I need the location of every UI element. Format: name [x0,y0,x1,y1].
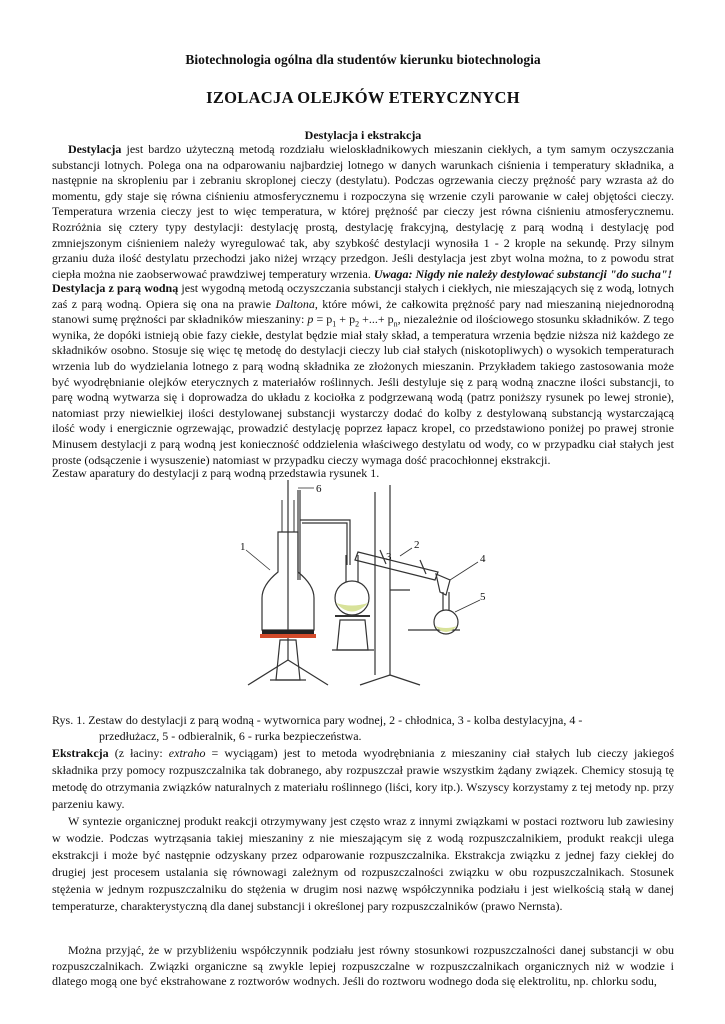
page-title: IZOLACJA OLEJKÓW ETERYCZNYCH [206,88,520,107]
figure-label-4: 4 [480,553,486,565]
distillation-apparatus-figure [240,480,490,690]
formula-part: + p [336,312,356,327]
paragraph-synthesis: W syntezie organicznej produkt reakcji otrzymywany jest często wraz z innymi związkami w postaci roztworu lub zawiesiny w wodzie. Podczas wytrząsania takiej mieszaniny z nie mieszającym się z wodą rozpuszczalnikiem, produkt reakcji ulega ekstrakcji i może być następnie odzyskany przez odparowanie rozpuszczalnika. Ekstrakcja związku z jednej fazy ciekłej do drugiej jest procesem ustalania się równowagi zależnym od rozpuszczalności związku w obu rozpuszczalnikach. Stosunek stężenia w jednym rozpuszczalniku do stężenia w drugim nosi nazwę współczynnika podziału i jest wielkością stałą w danej temperaturze, charakterystyczną dla danej substancji i określonej pary rozpuszczalników (prawo Nernsta). [52,814,674,913]
paragraph-partition: Można przyjąć, że w przybliżeniu współczynnik podziału jest równy stosunkowi rozpuszczalności danej substancji w obu rozpuszczalnikach. Związki organiczne są zwykle lepiej rozpuszczalne w rozpuszczalnikach organicznych niż w wodzie i dlatego mogą one być ekstrahowane z roztworów wodnych. Jeśli do roztworu wodnego doda się elektrolitu, np. chlorku sodu, [52,943,674,989]
term-steam-distillation: Destylacja z parą wodną [52,281,179,295]
paragraph-text: (z łaciny: [108,746,169,760]
term-ekstrakcja: Ekstrakcja [52,746,109,760]
burner-flame [260,634,316,638]
dalton-name: Daltona [275,296,315,311]
paragraph-text: , niezależnie od ilościowego stosunku składników. Z tego wynika, że dopóki istnieją obie fazy ciekłe, destylat będzie miał stały skład, a temperatura wrzenia będzie niższa niż każdego ze składników osobno. Stosuje się więc tę metodę do destylacji cieczy lub ciał stałych (niskotopliwych) o wysokich temperaturach wrzenia lub do wydzielania lotnego z parą wodną składnika ze złożonych mieszanin. Przykładem takiego zastosowania może być wyodrębnianie olejków eterycznych z materiałów roślinnych. Jeśli destyluje się z parą wodną znaczne ilości substancji, to parę wodną wytwarza się i doprowadza do układu z kociołka z podgrzewaną wodą (patrz poniższy rysunek po lewej stronie), natomiast przy niewielkiej ilości destylowanej substancji wystarczy dodać do kolby z destylowaną substancją wystarczającą ilość wody i energicznie ogrzewając, prowadzić destylację poprzez łapacz kropel, co przedstawiono poniżej po prawej stronie Minusem destylacji z parą wodną jest konieczność oddzielenia właściwego destylatu od wody, co w przypadku ciał stałych jest proste (odsączenie i wysuszenie) natomiast w przypadku cieczy wymaga dość pracochłonnej ekstrakcji. [52,312,674,467]
caption-line-2: przedłużacz, 5 - odbieralnik, 6 - rurka bezpieczeństwa. [99,728,362,743]
latin-term: extraho [168,746,206,760]
formula-sub: n [393,319,398,329]
figure-label-1: 1 [240,541,246,553]
paragraph-text: = wyciągam) jest to metoda wyodrębniania z mieszaniny ciał stałych lub cieczy jakiegoś składnika przy pomocy rozpuszczalnika tak dobranego, aby rozpuszczał prawie wszystkim żądany związek. Chemicy stosują tę metodę do otrzymania związków naturalnych z materiału roślinnego (liści, kory itp.). Wszyscy korzystamy z tej metody np. przy parzeniu kawy. [52,746,675,811]
formula-p: p [307,312,314,327]
formula-part: = p [313,312,333,327]
caption-line-1: Rys. 1. Zestaw do destylacji z parą wodną - wytwornica pary wodnej, 2 - chłodnica, 3 - kolba destylacyjna, 4 - [52,713,583,727]
paragraph-ekstrakcja [52,745,674,813]
paragraph-text: , które mówi, że całkowita prężność pary nad mieszaniną niejednorodną stanowi sumę prężności par składników mieszaniny: [52,296,674,327]
document-header: Biotechnologia ogólna dla studentów kierunku biotechnologia [185,52,541,67]
formula-sub: 2 [355,319,360,329]
paragraph-text: jest bardzo użyteczną metodą rozdziału wieloskładnikowych mieszanin ciekłych, a tym samym oczyszczania substancji lotnych. Polega ona na odparowaniu najbardziej lotnego w danych warunkach ciśnienia i temperatury składnika, a następnie na skropleniu par i zebraniu skroplonej cieczy (destylatu). Podczas ogrzewania cieczy prężność pary wzrasta aż do momentu, gdy staje się równa ciśnieniu atmosferycznemu i rozpoczyna się wrzenie czyli parowanie w całej objętości cieczy. Temperatura wrzenia cieczy jest to więc temperatura, w której prężność par cieczy jest równa ciśnieniu atmosferycznemu. Rozróżnia się cztery typy destylacji: destylację prostą, destylację frakcyjną, destylację z parą wodną i destylację pod zmniejszonym ciśnieniem należy wyregulować tak, aby szybkość destylacji wynosiła 1 - 2 krople na sekundę. Przy silnym grzaniu duża ilość destylatu przechodzi jako niżej wrzący przedgon. Jeśli destylacja jest zbyt wolna można, to z powodu strat ciepła można nie zaobserwować prawdziwej temperatury wrzenia. [52,142,674,281]
term-destylacja: Destylacja [68,142,122,156]
figure-caption [52,713,674,744]
figure-label-6: 6 [316,483,322,495]
paragraph-destylacja [52,142,674,282]
figure-intro: Zestaw aparatury do destylacji z parą wodną przedstawia rysunek 1. [52,466,380,480]
paragraph-steam-distillation [52,281,674,468]
warning-text: Uwaga: Nigdy nie należy destylować substancji "do sucha"! [373,266,673,281]
figure-label-5: 5 [480,591,486,603]
figure-label-3: 3 [386,551,392,563]
paragraph-text: jest wygodną metodą oczyszczania substancji stałych i ciekłych, nie mieszających się z wodą, lotnych zaś z parą wodną. Opiera się ona na prawie [52,281,674,311]
formula-part: +...+ p [359,312,394,327]
formula-sub: 1 [332,319,337,329]
section-title: Destylacja i ekstrakcja [304,128,422,142]
figure-label-2: 2 [414,539,420,551]
